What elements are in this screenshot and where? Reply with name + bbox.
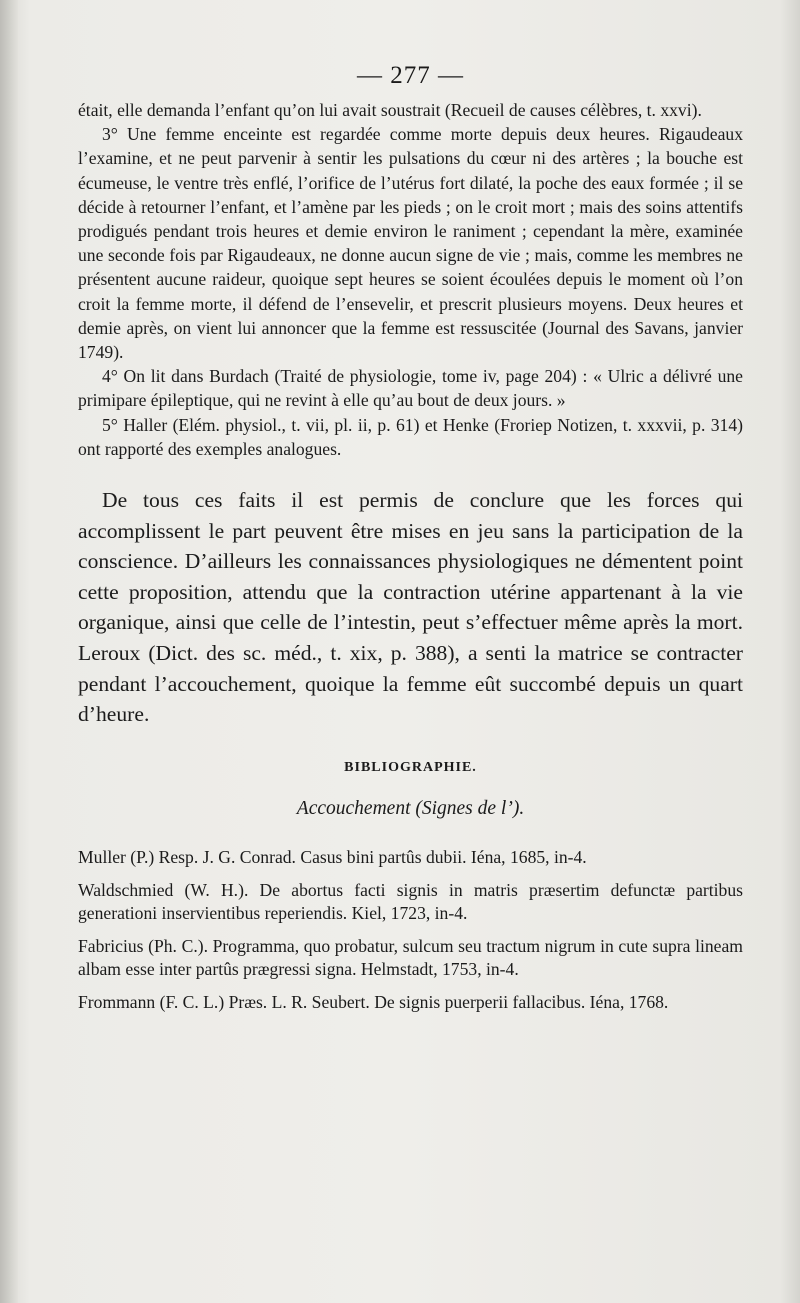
page-binding-shadow — [0, 0, 18, 1303]
paragraph-continuation: était, elle demanda l’enfant qu’on lui avait soustrait (Recueil de causes célèbres, t. xxvi). — [78, 100, 702, 120]
bibliography-list — [78, 846, 743, 1014]
page-content — [78, 62, 743, 1024]
paragraph-case-5: 5° Haller (Elém. physiol., t. vii, pl. ii, p. 61) et Henke (Froriep Notizen, t. xxxvii, p. 314) ont rapporté des exemples analogues. — [78, 414, 743, 459]
bibliography-heading: BIBLIOGRAPHIE. — [344, 759, 477, 775]
conclusion-section — [78, 485, 743, 730]
bibliography-entry: Waldschmied (W. H.). De abortus facti signis in matris præsertim defunctæ partibus generationi inservientibus reperiendis. Kiel, 1723, in-4. — [78, 879, 743, 923]
bibliography-entry: Muller (P.) Resp. J. G. Conrad. Casus bini partûs dubii. Iéna, 1685, in-4. — [78, 846, 587, 867]
case-paragraphs — [78, 98, 743, 461]
page-number: — 277 — — [357, 62, 464, 89]
bibliography-subheading: Accouchement (Signes de l’). — [296, 797, 525, 819]
bibliography-entry: Fabricius (Ph. C.). Programma, quo probatur, sulcum seu tractum nigrum in cute supra lineam albam esse inter partûs prægressi signa. Helmstadt, 1753, in-4. — [78, 935, 743, 979]
paragraph-case-4: 4° On lit dans Burdach (Traité de physiologie, tome iv, page 204) : « Ulric a délivré une primipare épileptique, qui ne revint à elle qu’au bout de deux jours. » — [78, 366, 743, 411]
paragraph-case-3: 3° Une femme enceinte est regardée comme morte depuis deux heures. Rigaudeaux l’examine, et ne peut parvenir à sentir les pulsations du cœur ni des artères ; la bouche est écumeuse, le ventre très enflé, l’orifice de l’utérus fort dilaté, la poche des eaux formée ; il se décide à retourner l’enfant, et l’amène par les pieds ; on le croit mort ; mais des soins attentifs prodigués pendant trois heures et demie environ le raniment ; cependant la mère, examinée une seconde fois par Rigaudeaux, ne donne aucun signe de vie ; mais, comme les membres ne présentent aucune raideur, quoique sept heures se soient écoulées depuis le moment où l’on croit la femme morte, il défend de l’ensevelir, et prescrit plusieurs moyens. Deux heures et demie après, on vient lui annoncer que la femme est ressuscitée (Journal des Savans, janvier 1749). — [78, 124, 743, 363]
paragraph-conclusion: De tous ces faits il est permis de conclure que les forces qui accomplissent le part peuvent être mises en jeu sans la participation de la conscience. D’ailleurs les connaissances physiologiques ne démentent point cette proposition, attendu que la contraction utérine appartenant à la vie organique, ainsi que celle de l’intestin, peut s’effectuer même après la mort. Leroux (Dict. des sc. méd., t. xix, p. 388), a senti la matrice se contracter pendant l’accouchement, quoique la femme eût succombé depuis un quart d’heure. — [78, 488, 743, 727]
bibliography-entry: Frommann (F. C. L.) Præs. L. R. Seubert. De signis puerperii fallacibus. Iéna, 1768. — [78, 991, 669, 1012]
